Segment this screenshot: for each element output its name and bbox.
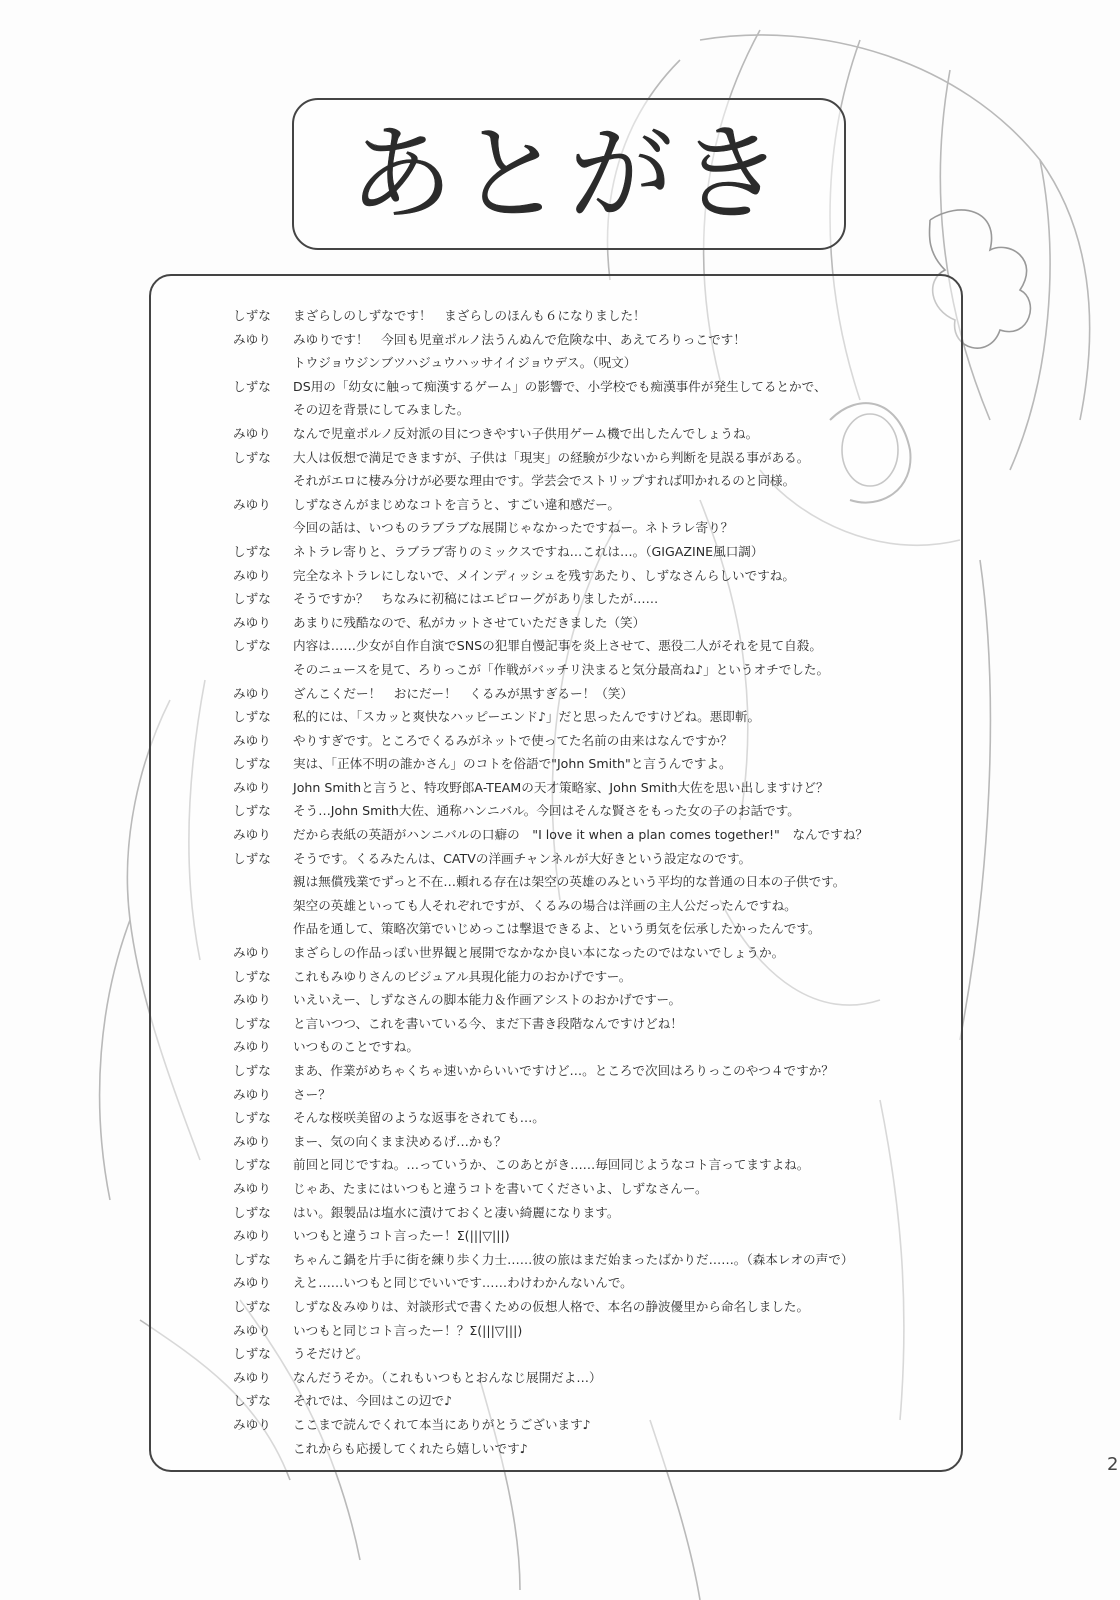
- speaker-name: みゆり: [233, 1369, 271, 1385]
- dialogue-text: トウジョウジンブツハジュウハッサイイジョウデス。（呪文）: [293, 355, 637, 371]
- dialogue-text: 実は、「正体不明の誰かさん」のコトを俗語で"John Smith"と言うんですよ。: [293, 756, 732, 772]
- dialogue-text: そう…John Smith大佐、通称ハンニバル。今回はそんな賢さをもった女の子のお話です。: [293, 803, 800, 819]
- dialogue-text: 今回の話は、いつものラブラブな展開じゃなかったですねー。ネトラレ寄り？: [293, 520, 734, 536]
- speaker-name: しずな: [233, 308, 271, 323]
- dialogue-text: これからも応援してくれたら嬉しいです♪: [293, 1440, 528, 1456]
- speaker-name: しずな: [233, 1204, 271, 1220]
- dialogue-text: うそだけど。: [293, 1346, 369, 1362]
- dialogue-line: [233, 870, 953, 894]
- speaker-name: みゆり: [233, 496, 271, 512]
- dialogue-text: これもみゆりさんのビジュアル具現化能力のおかげですー。: [293, 968, 632, 984]
- dialogue-text: そうですか？ ちなみに初稿にはエピローグがありましたが……: [293, 591, 659, 607]
- dialogue-line: [233, 564, 953, 588]
- dialogue-list: [233, 304, 953, 1460]
- speaker-name: しずな: [233, 756, 271, 772]
- dialogue-line: [233, 1083, 953, 1107]
- dialogue-text: John Smithと言うと、特攻野郎A-TEAMの天才策略家、John Smith大佐を思い出しますけど？: [293, 779, 829, 795]
- dialogue-text: 完全なネトラレにしないで、メインディッシュを残すあたり、しずなさんらしいですね。: [293, 567, 795, 583]
- dialogue-line: [233, 493, 953, 517]
- dialogue-text: まあ、作業がめちゃくちゃ速いからいいですけど…。ところで次回はろりっこのやつ４ですか？: [293, 1063, 834, 1078]
- dialogue-line: [233, 587, 953, 611]
- dialogue-line: [233, 1012, 953, 1036]
- speaker-name: みゆり: [233, 1133, 271, 1149]
- speaker-name: しずな: [233, 1251, 271, 1267]
- dialogue-line: [233, 1177, 953, 1201]
- dialogue-text: 架空の英雄といっても人それぞれですが、くるみの場合は洋画の主人公だったんですね。: [293, 897, 797, 913]
- dialogue-line: [233, 422, 953, 446]
- speaker-name: みゆり: [233, 1039, 271, 1055]
- dialogue-text: そうです。くるみたんは、CATVの洋画チャンネルが大好きという設定なのです。: [293, 850, 752, 866]
- dialogue-line: [233, 398, 953, 422]
- dialogue-text: そのニュースを見て、ろりっこが「作戦がバッチリ決まると気分最高ね♪」というオチでした。: [293, 661, 830, 677]
- dialogue-line: [233, 446, 953, 470]
- speaker-name: みゆり: [233, 779, 271, 795]
- dialogue-line: [233, 1437, 953, 1461]
- dialogue-text: やりすぎです。ところでくるみがネットで使ってた名前の由来はなんですか？: [293, 732, 733, 748]
- dialogue-text: いえいえー、しずなさんの脚本能力＆作画アシストのおかげですー。: [293, 992, 682, 1008]
- speaker-name: みゆり: [233, 685, 271, 701]
- speaker-name: みゆり: [233, 1416, 271, 1432]
- dialogue-line: [233, 1035, 953, 1059]
- dialogue-text: いつもと違うコト言ったー！Σ(|||▽|||): [293, 1228, 510, 1244]
- speaker-name: みゆり: [233, 827, 271, 843]
- dialogue-line: [233, 894, 953, 918]
- dialogue-text: ちゃんこ鍋を片手に街を練り歩く力士……彼の旅はまだ始まったばかりだ……。（森本レオの声で）: [293, 1251, 854, 1267]
- dialogue-line: [233, 729, 953, 753]
- dialogue-text: ざんこくだー！ おにだー！ くるみが黒すぎるー！（笑）: [293, 685, 634, 701]
- speaker-name: しずな: [233, 968, 271, 984]
- dialogue-line: [233, 1224, 953, 1248]
- dialogue-line: [233, 1059, 953, 1083]
- speaker-name: しずな: [233, 1298, 271, 1314]
- speaker-name: しずな: [233, 449, 271, 465]
- speaker-name: しずな: [233, 1015, 271, 1031]
- speaker-name: しずな: [233, 1157, 271, 1173]
- dialogue-line: [233, 823, 953, 847]
- dialogue-line: [233, 776, 953, 800]
- page-number: 2: [1107, 1454, 1119, 1475]
- speaker-name: みゆり: [233, 1322, 271, 1338]
- dialogue-text: 大人は仮想で満足できますが、子供は「現実」の経験が少ないから判断を見誤る事がある。: [293, 449, 810, 465]
- speaker-name: みゆり: [233, 567, 271, 583]
- speaker-name: しずな: [233, 850, 271, 866]
- dialogue-text: それでは、今回はこの辺で♪: [293, 1393, 453, 1409]
- dialogue-text: まざらしの作品っぽい世界観と展開でなかなか良い本になったのではないでしょうか。: [293, 945, 785, 961]
- speaker-name: しずな: [233, 1063, 271, 1078]
- dialogue-text: 親は無償残業でずっと不在…頼れる存在は架空の英雄のみという平均的な普通の日本の子供です。: [293, 874, 846, 890]
- dialogue-line: [233, 682, 953, 706]
- dialogue-line: [233, 847, 953, 871]
- speaker-name: しずな: [233, 709, 271, 725]
- dialogue-line: [233, 1389, 953, 1413]
- dialogue-text: その辺を背景にしてみました。: [293, 402, 470, 418]
- dialogue-text: いつもと同じコト言ったー！？Σ(|||▽|||): [293, 1322, 523, 1338]
- dialogue-line: [233, 799, 953, 823]
- page-title: あとがき: [348, 113, 789, 235]
- speaker-name: みゆり: [233, 1180, 271, 1196]
- dialogue-text: なんで児童ポルノ反対派の目につきやすい子供用ゲーム機で出したんでしょうね。: [293, 425, 759, 441]
- dialogue-line: [233, 917, 953, 941]
- title-frame: [292, 98, 846, 250]
- dialogue-text: DS用の「幼女に触って痴漢するゲーム」の影響で、小学校でも痴漢事件が発生してるとかで、: [293, 378, 827, 394]
- dialogue-line: [233, 1248, 953, 1272]
- dialogue-line: [233, 516, 953, 540]
- dialogue-line: [233, 658, 953, 682]
- speaker-name: みゆり: [233, 425, 271, 441]
- dialogue-line: [233, 1153, 953, 1177]
- dialogue-line: [233, 705, 953, 729]
- dialogue-text: はい。銀製品は塩水に漬けておくと凄い綺麗になります。: [293, 1204, 620, 1220]
- speaker-name: しずな: [233, 1393, 271, 1409]
- dialogue-line: [233, 1342, 953, 1366]
- dialogue-text: 前回と同じですね。…っていうか、このあとがき……毎回同じようなコト言ってますよね。: [293, 1157, 810, 1173]
- dialogue-text: 作品を通して、策略次第でいじめっこは撃退できるよ、という勇気を伝承したかったんです。: [293, 921, 821, 937]
- dialogue-text: しずなさんがまじめなコトを言うと、すごい違和感だー。: [293, 496, 620, 512]
- dialogue-line: [233, 1271, 953, 1295]
- speaker-name: しずな: [233, 1346, 271, 1362]
- dialogue-text: あまりに残酷なので、私がカットさせていただきました（笑）: [293, 614, 646, 630]
- dialogue-text: えと……いつもと同じでいいです……わけわかんないんで。: [293, 1275, 633, 1291]
- dialogue-line: [233, 351, 953, 375]
- speaker-name: みゆり: [233, 992, 271, 1008]
- speaker-name: みゆり: [233, 1228, 271, 1244]
- dialogue-line: [233, 1106, 953, 1130]
- dialogue-text: まざらしのしずなです！ まざらしのほんも６になりました！: [293, 308, 646, 323]
- dialogue-text: それがエロに棲み分けが必要な理由です。学芸会でストリップすれば叩かれるのと同様。: [293, 473, 796, 489]
- speaker-name: みゆり: [233, 1275, 271, 1291]
- dialogue-line: [233, 1130, 953, 1154]
- speaker-name: しずな: [233, 638, 271, 654]
- speaker-name: しずな: [233, 591, 271, 607]
- dialogue-text: しずな＆みゆりは、対談形式で書くための仮想人格で、本名の静波優里から命名しました。: [293, 1298, 810, 1314]
- dialogue-text: ネトラレ寄りと、ラブラブ寄りのミックスですね…これは…。（GIGAZINE風口調）: [293, 543, 764, 559]
- dialogue-line: [233, 965, 953, 989]
- dialogue-text: まー、気の向くまま決めるげ…かも？: [293, 1133, 507, 1149]
- dialogue-line: [233, 988, 953, 1012]
- dialogue-text: じゃあ、たまにはいつもと違うコトを書いてくださいよ、しずなさんー。: [293, 1180, 708, 1196]
- dialogue-line: [233, 1319, 953, 1343]
- speaker-name: しずな: [233, 1110, 271, 1126]
- speaker-name: しずな: [233, 378, 271, 394]
- dialogue-line: [233, 941, 953, 965]
- dialogue-line: [233, 1413, 953, 1437]
- speaker-name: しずな: [233, 543, 271, 559]
- dialogue-line: [233, 469, 953, 493]
- dialogue-text: 私的には、「スカッと爽快なハッピーエンド♪」だと思ったんですけどね。悪即斬。: [293, 709, 761, 725]
- dialogue-text: ここまで読んでくれて本当にありがとうございます♪: [293, 1416, 591, 1432]
- dialogue-text: と言いつつ、これを書いている今、まだ下書き段階なんですけどね！: [293, 1015, 683, 1031]
- dialogue-line: [233, 1201, 953, 1225]
- dialogue-line: [233, 328, 953, 352]
- speaker-name: しずな: [233, 803, 271, 819]
- dialogue-line: [233, 375, 953, 399]
- dialogue-text: そんな桜咲美留のような返事をされても…。: [293, 1110, 545, 1126]
- dialogue-line: [233, 304, 953, 328]
- speaker-name: みゆり: [233, 1086, 271, 1102]
- speaker-name: みゆり: [233, 732, 271, 748]
- dialogue-line: [233, 634, 953, 658]
- dialogue-text: いつものことですね。: [293, 1039, 419, 1055]
- dialogue-text: 内容は……少女が自作自演でSNSの犯罪自慢記事を炎上させて、悪役二人がそれを見て自殺。: [293, 638, 822, 654]
- dialogue-text: さー？: [293, 1086, 331, 1102]
- dialogue-line: [233, 540, 953, 564]
- dialogue-line: [233, 752, 953, 776]
- dialogue-line: [233, 1295, 953, 1319]
- dialogue-line: [233, 1366, 953, 1390]
- speaker-name: みゆり: [233, 331, 271, 347]
- speaker-name: みゆり: [233, 614, 271, 630]
- dialogue-line: [233, 611, 953, 635]
- dialogue-text: みゆりです！ 今回も児童ポルノ法うんぬんで危険な中、あえてろりっこです！: [293, 331, 746, 347]
- speaker-name: みゆり: [233, 945, 271, 961]
- dialogue-text: だから表紙の英語がハンニバルの口癖の "I love it when a plan comes together!" なんですね？: [293, 827, 869, 843]
- dialogue-text: なんだうそか。（これもいつもとおんなじ展開だよ…）: [293, 1369, 602, 1385]
